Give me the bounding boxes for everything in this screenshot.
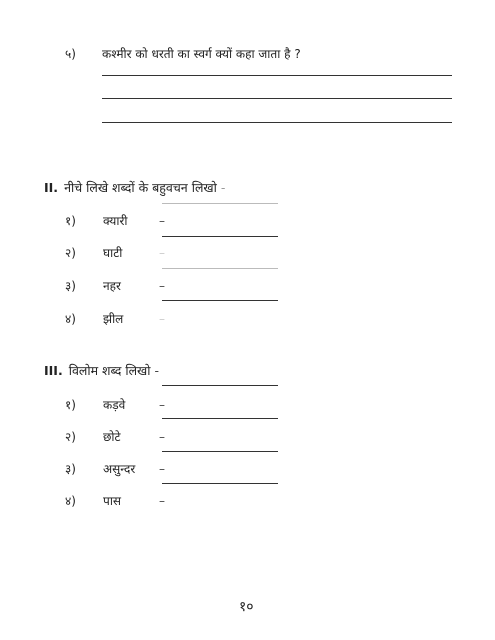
item-dash: – xyxy=(159,462,165,476)
item-dash: – xyxy=(159,398,165,412)
section-2-heading xyxy=(44,179,225,196)
item-word: घाटी xyxy=(103,246,123,260)
item-number: १) xyxy=(65,398,76,412)
list-item xyxy=(65,244,165,261)
item-word: नहर xyxy=(103,279,121,293)
section-2-roman: II. xyxy=(44,180,59,195)
answer-line xyxy=(162,236,278,237)
question-5-text: कश्मीर को धरती का स्वर्ग क्यों कहा जाता है ? xyxy=(102,47,301,61)
item-number: ४) xyxy=(65,494,76,508)
answer-line-1 xyxy=(102,75,452,76)
section-2-title: नीचे लिखे शब्दों के बहुवचन लिखो xyxy=(64,180,217,195)
answer-line xyxy=(162,418,278,419)
list-item xyxy=(65,460,165,477)
item-number: २) xyxy=(65,430,76,444)
item-number: २) xyxy=(65,246,76,260)
answer-line xyxy=(162,203,278,204)
section-3-title: विलोम शब्द लिखो xyxy=(68,363,151,378)
answer-line xyxy=(162,483,278,484)
item-word: झील xyxy=(103,312,124,326)
item-word: कड़वे xyxy=(103,398,126,412)
section-3-dash: - xyxy=(154,363,160,378)
question-5-number: ५) xyxy=(65,47,76,61)
item-dash: – xyxy=(159,430,165,444)
item-number: ४) xyxy=(65,312,76,326)
list-item xyxy=(65,492,165,509)
answer-line xyxy=(162,385,278,386)
answer-line xyxy=(162,451,278,452)
item-dash: – xyxy=(159,312,165,326)
answer-line xyxy=(162,268,278,269)
list-item xyxy=(65,277,165,294)
item-number: ३) xyxy=(65,279,76,293)
item-dash: – xyxy=(159,246,165,260)
section-3-heading xyxy=(44,362,159,379)
item-number: १) xyxy=(65,214,76,228)
list-item xyxy=(65,428,165,445)
answer-line-2 xyxy=(102,98,452,99)
list-item xyxy=(65,212,165,229)
section-3-roman: III. xyxy=(44,363,63,378)
item-dash: – xyxy=(159,279,165,293)
answer-line xyxy=(162,300,278,301)
item-dash: – xyxy=(159,494,165,508)
answer-line-3 xyxy=(102,122,452,123)
item-word: छोटे xyxy=(103,430,121,444)
section-2-dash: - xyxy=(220,180,226,195)
item-number: ३) xyxy=(65,462,76,476)
list-item xyxy=(65,396,165,413)
item-word: असुन्दर xyxy=(103,462,136,476)
list-item xyxy=(65,310,165,327)
item-dash: – xyxy=(159,214,165,228)
item-word: पास xyxy=(103,494,122,508)
page-number: १० xyxy=(239,599,254,615)
item-word: क्यारी xyxy=(103,214,128,228)
